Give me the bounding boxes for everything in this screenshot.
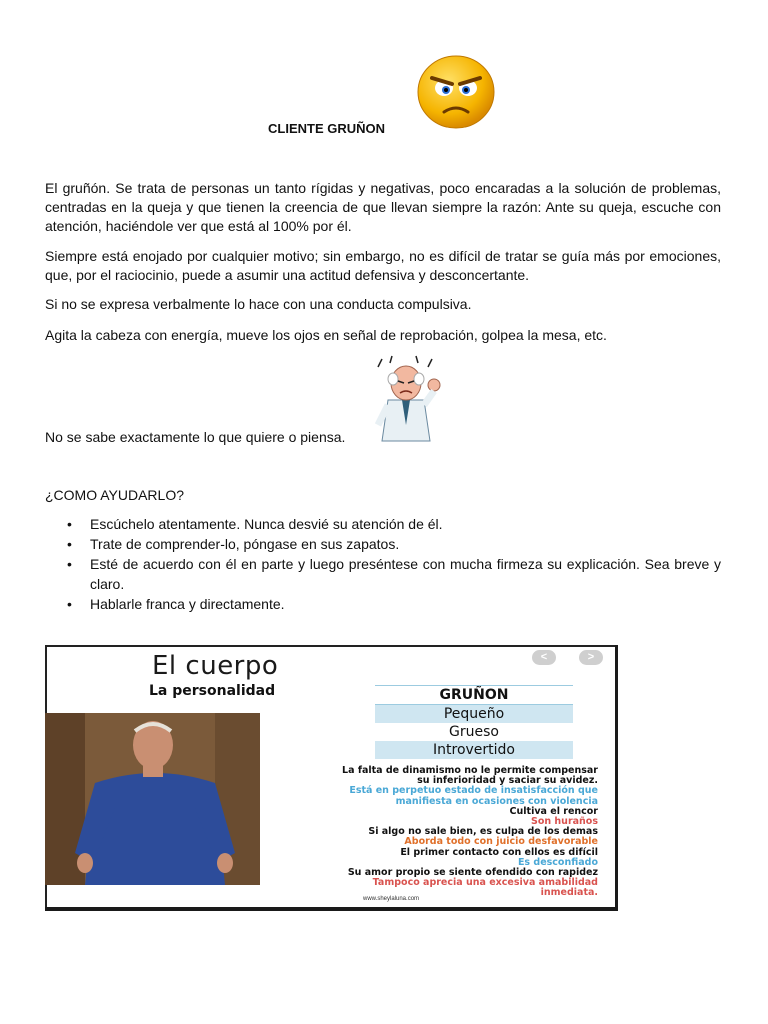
not-known-text: No se sabe exactamente lo que quiere o piensa.: [45, 429, 346, 445]
table-header: GRUÑON: [375, 685, 573, 705]
trait-line: Está en perpetuo estado de insatisfacción que: [349, 785, 598, 797]
help-heading: ¿COMO AYUDARLO?: [45, 487, 184, 503]
trait-line: Cultiva el rencor: [509, 805, 598, 817]
trait-line: Si algo no sale bien, es culpa de los demas: [368, 826, 598, 838]
angry-man-illustration: [368, 355, 446, 443]
banner-subtitle: La personalidad: [149, 683, 276, 699]
paragraph-4: Agita la cabeza con energía, mueve los ojos en señal de reprobación, golpea la mesa, etc.: [45, 327, 607, 343]
prev-button[interactable]: <: [532, 650, 556, 665]
angry-face-icon: [416, 54, 496, 130]
paragraph-3: Si no se expresa verbalmente lo hace con una conducta compulsiva.: [45, 296, 472, 312]
next-button[interactable]: >: [579, 650, 603, 665]
table-row: Pequeño: [375, 705, 573, 723]
paragraph-2: Siempre está enojado por cualquier motivo; sin embargo, no es difícil de tratar se guía más por emociones, que, por el raciocinio, puede a asumir una actitud defensiva y desconcertante.: [45, 248, 721, 283]
trait-line: Es desconfiado: [517, 856, 598, 868]
list-item: • Escúchelo atentamente. Nunca desvié su atención de él.: [67, 516, 443, 532]
trait-line: Son huraños: [530, 816, 598, 827]
list-item: • Hablarle franca y directamente.: [67, 596, 285, 612]
trait-line: manifiesta en ocasiones con violencia: [395, 795, 598, 807]
table-row: Introvertido: [375, 741, 573, 759]
man-photo: [45, 713, 260, 885]
table-row: Grueso: [449, 724, 499, 740]
trait-line: La falta de dinamismo no le permite compensar: [342, 765, 598, 776]
banner-title: El cuerpo: [152, 651, 279, 681]
page-title: CLIENTE GRUÑON: [268, 121, 385, 136]
trait-line: Su amor propio se siente ofendido con rapidez: [347, 867, 598, 878]
trait-line: Aborda todo con juicio desfavorable: [404, 836, 598, 848]
source-url: www.sheylaluna.com: [363, 896, 420, 902]
trait-line: inmediata.: [540, 887, 598, 899]
list-item: • Trate de comprender-lo, póngase en sus zapatos.: [67, 536, 400, 552]
trait-line: Tampoco aprecia una excesiva amabilidad: [372, 877, 598, 889]
paragraph-1: El gruñón. Se trata de personas un tanto rígidas y negativas, poco encaradas a la solución de problemas, centradas en la queja y que tienen la creencia de que llevan siempre la razón: Ante su queja, escuche con atención, haciéndole ver que está al 100% por él.: [45, 180, 721, 234]
trait-line: su inferioridad y saciar su avidez.: [417, 775, 598, 787]
help-list: [45, 514, 721, 614]
personality-banner: [45, 645, 618, 911]
list-item: • Esté de acuerdo con él en parte y luego preséntese con mucha firmeza su explicación. Sea breve y claro.: [67, 556, 721, 592]
trait-line: El primer contacto con ellos es difícil: [400, 846, 598, 858]
